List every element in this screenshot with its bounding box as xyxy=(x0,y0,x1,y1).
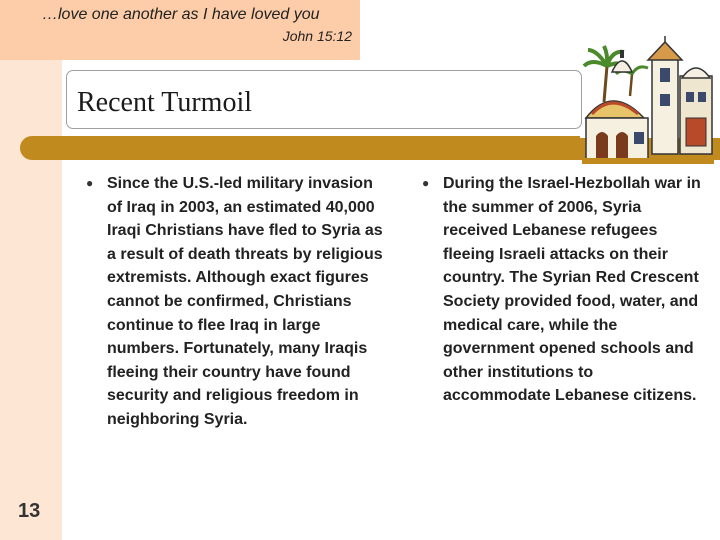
quote-text: …love one another as I have loved you xyxy=(42,6,320,23)
title-box xyxy=(66,70,582,129)
bullet-marker: ● xyxy=(86,176,94,190)
bullet-text-iraq: Since the U.S.-led military invasion of Iraq in 2003, an estimated 40,000 Iraqi Christians have fled to Syria as a result of death threats by religious extremists. Although exact figures cannot be confirmed, Christians continue to flee Iraq in large numbers. Fortunately, many Iraqis fleeing their country have found security and religious freedom in neighboring Syria. xyxy=(107,175,383,428)
bullet-text-lebanon: During the Israel-Hezbollah war in the summer of 2006, Syria received Lebanese refugees fleeing Israeli attacks on their country. The Syrian Red Crescent Society provided food, water, and medical care, while the government opened schools and other institutions to accommodate Lebanese citizens. xyxy=(443,175,701,405)
page-number: 13 xyxy=(18,500,41,522)
slide-title: Recent Turmoil xyxy=(77,87,253,118)
middle-eastern-town-illustration-icon xyxy=(582,36,714,164)
quote-reference: John 15:12 xyxy=(282,28,352,44)
left-accent-bar xyxy=(0,0,62,540)
title-divider-bar xyxy=(20,136,580,160)
bullet-marker: ● xyxy=(422,176,430,190)
quote-banner xyxy=(0,0,360,60)
